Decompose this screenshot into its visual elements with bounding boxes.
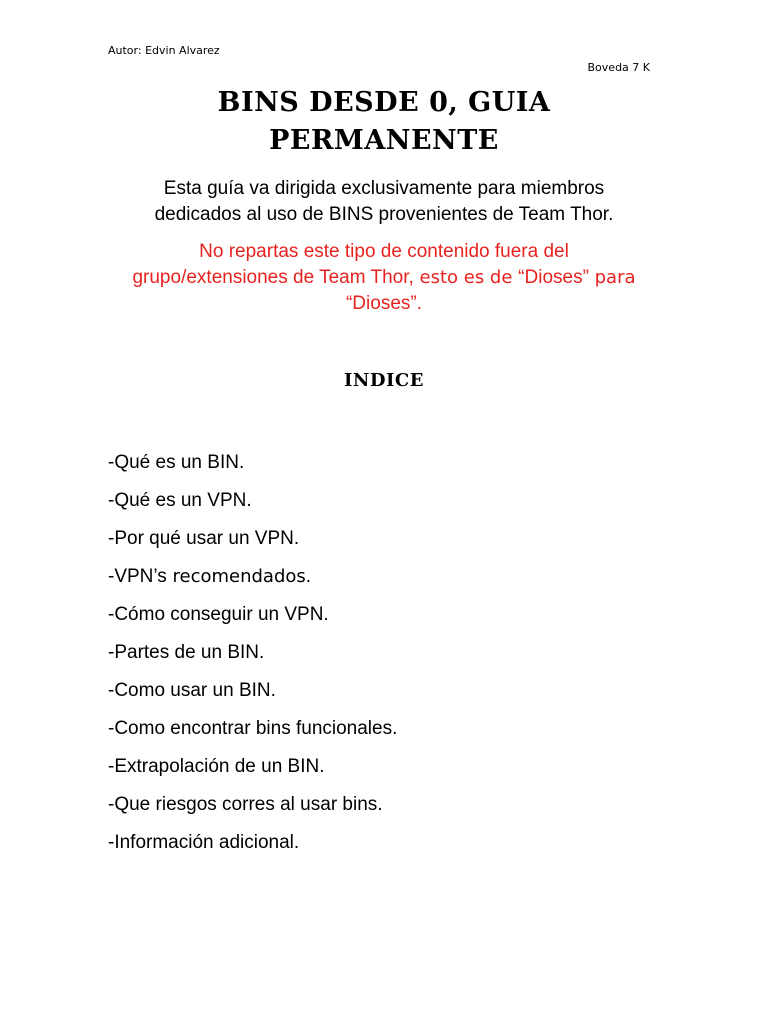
document-title <box>0 84 768 160</box>
toc-item <box>108 564 397 602</box>
title-line-1: BINS DESDE 0, GUIA <box>217 87 551 118</box>
toc-item: -Qué es un BIN. <box>108 452 245 473</box>
intro-paragraph <box>0 176 768 228</box>
toc-item-vpns-end: . <box>305 566 312 587</box>
warning-line-1: No repartas este tipo de contenido fuera del <box>199 241 569 262</box>
toc-item-vpns-suffix: recomendados <box>166 566 306 587</box>
toc-item: -Información adicional. <box>108 832 300 853</box>
index-heading: INDICE <box>344 370 424 391</box>
warning-line-2-b: esto es de <box>413 267 519 288</box>
warning-line-2 <box>0 265 768 291</box>
intro-line-2: dedicados al uso de BINS provenientes de Team Thor. <box>154 204 614 225</box>
toc-item: -Que riesgos corres al usar bins. <box>108 794 383 815</box>
warning-paragraph <box>0 239 768 317</box>
toc-item: -Cómo conseguir un VPN. <box>108 604 329 625</box>
toc-item: -Extrapolación de un BIN. <box>108 756 325 777</box>
intro-line-1: Esta guía va dirigida exclusivamente para miembros <box>163 178 605 199</box>
title-line-2: PERMANENTE <box>269 125 499 156</box>
warning-line-2-d: para <box>588 267 636 288</box>
toc-item: -Partes de un BIN. <box>108 642 265 663</box>
toc-item: -Qué es un VPN. <box>108 490 252 511</box>
toc-item: -Como encontrar bins funcionales. <box>108 718 398 739</box>
table-of-contents <box>108 450 397 868</box>
vault-label: Boveda 7 K <box>587 61 650 74</box>
toc-item-vpns: -VPN’s <box>108 566 167 587</box>
toc-item: -Como usar un BIN. <box>108 680 276 701</box>
warning-line-2-a: grupo/extensiones de Team Thor, <box>132 267 414 288</box>
warning-line-2-c: “Dioses” <box>518 267 589 288</box>
author-label: Autor: Edvin Alvarez <box>108 44 220 57</box>
toc-item: -Por qué usar un VPN. <box>108 528 300 549</box>
warning-line-3: “Dioses”. <box>345 293 422 314</box>
